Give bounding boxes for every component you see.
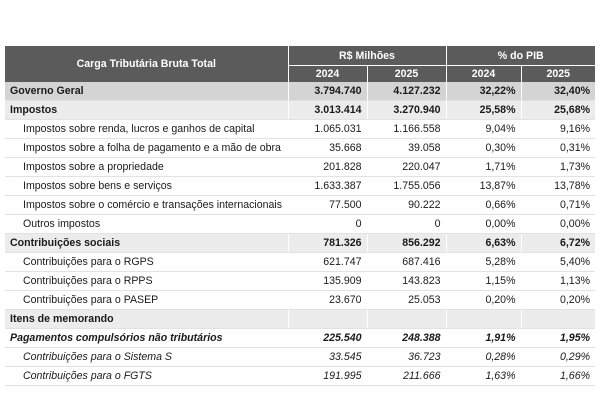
cell-percent: 1,73% bbox=[521, 158, 595, 177]
cell-percent: 32,40% bbox=[521, 82, 595, 101]
cell-value: 220.047 bbox=[367, 158, 446, 177]
cell-percent: 1,63% bbox=[446, 367, 521, 386]
table-row bbox=[5, 253, 595, 272]
table-row bbox=[5, 177, 595, 196]
cell-percent: 25,68% bbox=[521, 101, 595, 120]
table-row bbox=[5, 139, 595, 158]
cell-percent: 0,28% bbox=[446, 348, 521, 367]
cell-value: 135.909 bbox=[288, 272, 367, 291]
group-header-gdp: % do PIB bbox=[446, 46, 595, 66]
year-header: 2025 bbox=[521, 66, 595, 83]
cell-value: 1.065.031 bbox=[288, 120, 367, 139]
cell-value: 687.416 bbox=[367, 253, 446, 272]
cell-percent: 1,95% bbox=[521, 329, 595, 348]
table-title: Carga Tributária Bruta Total bbox=[5, 46, 288, 82]
cell-value: 3.794.740 bbox=[288, 82, 367, 101]
cell-percent: 0,20% bbox=[521, 291, 595, 310]
row-label: Impostos sobre bens e serviços bbox=[5, 177, 288, 196]
cell-percent: 0,29% bbox=[521, 348, 595, 367]
cell-percent: 9,04% bbox=[446, 120, 521, 139]
row-label: Contribuições para o PASEP bbox=[5, 291, 288, 310]
year-header: 2024 bbox=[288, 66, 367, 83]
cell-value: 25.053 bbox=[367, 291, 446, 310]
tax-burden-table bbox=[5, 46, 595, 386]
cell-value: 35.668 bbox=[288, 139, 367, 158]
cell-value: 143.823 bbox=[367, 272, 446, 291]
cell-value bbox=[367, 310, 446, 329]
cell-value: 0 bbox=[367, 215, 446, 234]
table-row bbox=[5, 291, 595, 310]
cell-percent: 6,63% bbox=[446, 234, 521, 253]
cell-percent: 0,00% bbox=[521, 215, 595, 234]
year-header: 2024 bbox=[446, 66, 521, 83]
cell-value: 225.540 bbox=[288, 329, 367, 348]
cell-value: 1.755.056 bbox=[367, 177, 446, 196]
year-header: 2025 bbox=[367, 66, 446, 83]
cell-percent bbox=[521, 310, 595, 329]
row-label: Impostos sobre renda, lucros e ganhos de capital bbox=[5, 120, 288, 139]
cell-value: 77.500 bbox=[288, 196, 367, 215]
cell-percent: 0,30% bbox=[446, 139, 521, 158]
table-row-contribuicoes-sociais bbox=[5, 234, 595, 253]
row-label: Governo Geral bbox=[5, 82, 288, 101]
table-row bbox=[5, 272, 595, 291]
cell-percent: 5,28% bbox=[446, 253, 521, 272]
cell-percent: 13,87% bbox=[446, 177, 521, 196]
cell-value: 201.828 bbox=[288, 158, 367, 177]
cell-percent: 9,16% bbox=[521, 120, 595, 139]
cell-value: 3.013.414 bbox=[288, 101, 367, 120]
cell-value: 856.292 bbox=[367, 234, 446, 253]
cell-value: 248.388 bbox=[367, 329, 446, 348]
cell-value: 3.270.940 bbox=[367, 101, 446, 120]
cell-percent: 1,91% bbox=[446, 329, 521, 348]
row-label: Itens de memorando bbox=[5, 310, 288, 329]
table-row-non-tax-payments bbox=[5, 329, 595, 348]
cell-value: 781.326 bbox=[288, 234, 367, 253]
cell-value: 621.747 bbox=[288, 253, 367, 272]
cell-percent: 0,31% bbox=[521, 139, 595, 158]
cell-value: 33.545 bbox=[288, 348, 367, 367]
table-row bbox=[5, 367, 595, 386]
row-label: Impostos sobre a folha de pagamento e a mão de obra bbox=[5, 139, 288, 158]
cell-value bbox=[288, 310, 367, 329]
cell-percent: 13,78% bbox=[521, 177, 595, 196]
cell-value: 211.666 bbox=[367, 367, 446, 386]
row-label: Contribuições sociais bbox=[5, 234, 288, 253]
cell-value: 39.058 bbox=[367, 139, 446, 158]
cell-value: 0 bbox=[288, 215, 367, 234]
cell-percent: 1,13% bbox=[521, 272, 595, 291]
cell-percent: 1,66% bbox=[521, 367, 595, 386]
table-row bbox=[5, 348, 595, 367]
row-label: Contribuições para o FGTS bbox=[5, 367, 288, 386]
row-label: Pagamentos compulsórios não tributários bbox=[5, 329, 288, 348]
cell-value: 1.166.558 bbox=[367, 120, 446, 139]
table-row bbox=[5, 120, 595, 139]
table-row bbox=[5, 215, 595, 234]
cell-value: 36.723 bbox=[367, 348, 446, 367]
cell-percent: 0,20% bbox=[446, 291, 521, 310]
header-row-groups bbox=[5, 46, 595, 66]
row-label: Contribuições para o RGPS bbox=[5, 253, 288, 272]
tax-table-container bbox=[5, 46, 595, 386]
table-row-impostos bbox=[5, 101, 595, 120]
cell-percent: 5,40% bbox=[521, 253, 595, 272]
cell-percent: 0,00% bbox=[446, 215, 521, 234]
row-label: Contribuições para o Sistema S bbox=[5, 348, 288, 367]
table-row bbox=[5, 196, 595, 215]
cell-value: 4.127.232 bbox=[367, 82, 446, 101]
cell-percent: 32,22% bbox=[446, 82, 521, 101]
cell-percent: 25,58% bbox=[446, 101, 521, 120]
table-row bbox=[5, 158, 595, 177]
cell-percent bbox=[446, 310, 521, 329]
cell-percent: 0,66% bbox=[446, 196, 521, 215]
row-label: Outros impostos bbox=[5, 215, 288, 234]
cell-percent: 0,71% bbox=[521, 196, 595, 215]
row-label: Impostos sobre o comércio e transações internacionais bbox=[5, 196, 288, 215]
table-row-governo-geral bbox=[5, 82, 595, 101]
cell-value: 23.670 bbox=[288, 291, 367, 310]
row-label: Impostos sobre a propriedade bbox=[5, 158, 288, 177]
row-label: Contribuições para o RPPS bbox=[5, 272, 288, 291]
cell-value: 191.995 bbox=[288, 367, 367, 386]
cell-percent: 6,72% bbox=[521, 234, 595, 253]
table-row-memorandum bbox=[5, 310, 595, 329]
cell-percent: 1,15% bbox=[446, 272, 521, 291]
cell-value: 1.633.387 bbox=[288, 177, 367, 196]
group-header-millions: R$ Milhões bbox=[288, 46, 446, 66]
row-label: Impostos bbox=[5, 101, 288, 120]
cell-value: 90.222 bbox=[367, 196, 446, 215]
cell-percent: 1,71% bbox=[446, 158, 521, 177]
